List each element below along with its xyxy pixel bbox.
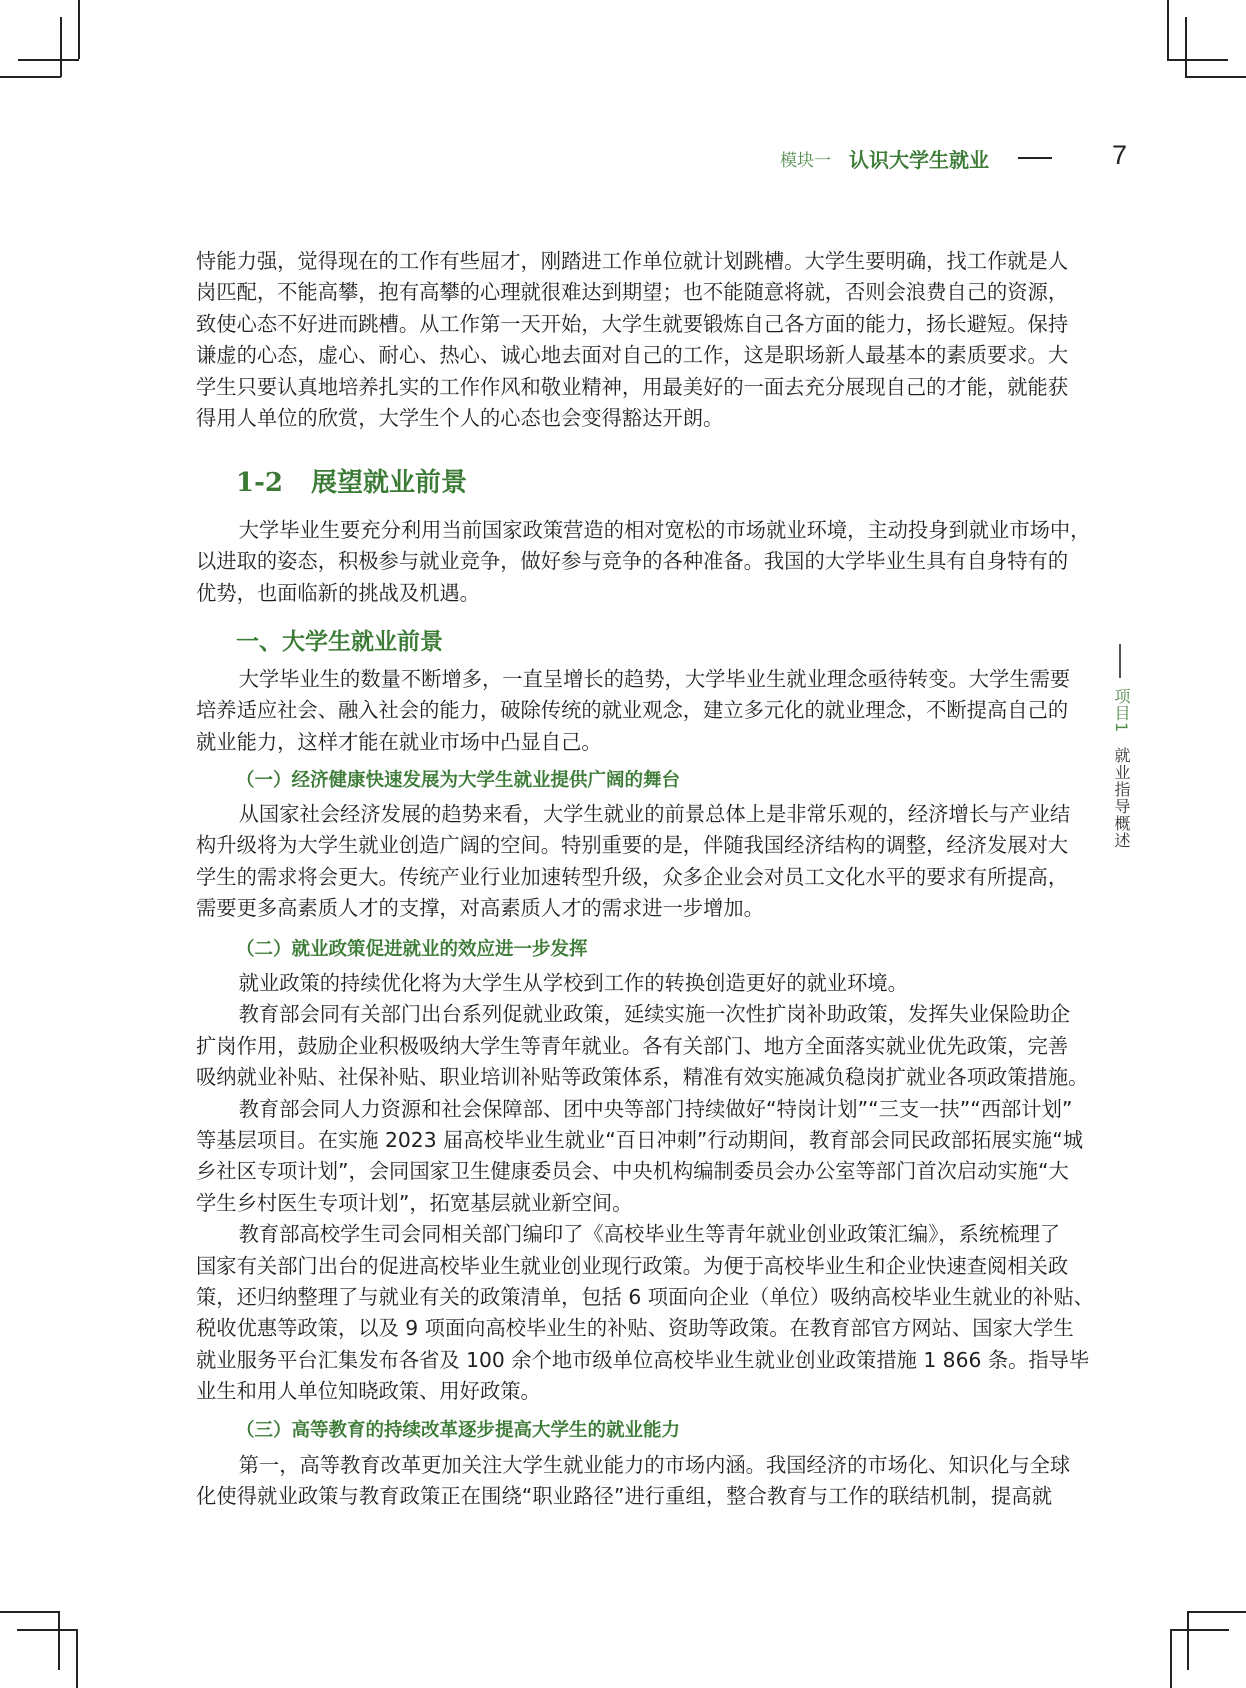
text-line: 吸纳就业补贴、社保补贴、职业培训补贴等政策体系，精准有效实施减负稳岗扩就业各项政策措施。 bbox=[196, 1065, 1089, 1090]
text-line: 以进取的姿态，积极参与就业竞争，做好参与竞争的各种准备。我国的大学毕业生具有自身特有的 bbox=[196, 549, 1069, 574]
text-line: 学生只要认真地培养扎实的工作作风和敬业精神，用最美好的一面去充分展现自己的才能，就能获 bbox=[196, 374, 1069, 399]
text-line: 学生的需求将会更大。传统产业行业加速转型升级，众多企业会对员工文化水平的要求有所提高， bbox=[196, 864, 1069, 889]
crop-mark bbox=[0, 76, 61, 78]
text-line: 国家有关部门出台的促进高校毕业生就业创业现行政策。为便于高校毕业生和企业快速查阅相关政 bbox=[196, 1253, 1069, 1278]
paragraph bbox=[196, 1450, 1071, 1513]
crop-mark bbox=[1187, 1611, 1246, 1613]
crop-mark bbox=[1185, 17, 1187, 77]
paragraph bbox=[196, 664, 1071, 758]
text-line: 就业服务平台汇集发布各省及 100 余个地市级单位高校毕业生就业创业政策措施 1 866 条。指导毕 bbox=[196, 1347, 1090, 1372]
text-line: 第一，高等教育改革更加关注大学生就业能力的市场内涵。我国经济的市场化、知识化与全球 bbox=[238, 1453, 1071, 1477]
paragraph bbox=[196, 515, 1091, 609]
text-line: 乡社区专项计划”，会同国家卫生健康委员会、中央机构编制委员会办公室等部门首次启动实施“大 bbox=[196, 1159, 1069, 1184]
crop-mark bbox=[1167, 0, 1169, 59]
crop-mark bbox=[0, 1611, 59, 1613]
subheading-2: （二）就业政策促进就业的效应进一步发挥 bbox=[236, 939, 588, 960]
side-tab bbox=[1110, 644, 1130, 849]
text-line: 培养适应社会、融入社会的能力，破除传统的就业观念，建立多元化的就业理念，不断提高自己的 bbox=[196, 698, 1069, 723]
module-title: 认识大学生就业 bbox=[849, 147, 989, 172]
section-heading bbox=[236, 462, 467, 499]
header-rule bbox=[1018, 157, 1052, 159]
text-line: 税收优惠等政策，以及 9 项面向高校毕业生的补贴、资助等政策。在教育部官方网站、国家大学生 bbox=[196, 1316, 1074, 1341]
paragraph bbox=[196, 799, 1071, 925]
paragraph bbox=[196, 246, 1069, 434]
text-line: 教育部会同有关部门出台系列促就业政策，延续实施一次性扩岗补助政策，发挥失业保险助企 bbox=[238, 1002, 1071, 1027]
text-line: 致使心态不好进而跳槽。从工作第一天开始，大学生就要锻炼自己各方面的能力，扬长避短。保持 bbox=[196, 311, 1069, 336]
side-tab-rule bbox=[1119, 644, 1121, 678]
crop-mark bbox=[78, 0, 80, 59]
side-tab-topic: 就业指导概述 bbox=[1112, 747, 1131, 850]
text-line: 从国家社会经济发展的趋势来看，大学生就业的前景总体上是非常乐观的，经济增长与产业结 bbox=[238, 802, 1071, 826]
text-line: 构升级将为大学生就业创造广阔的空间。特别重要的是，伴随我国经济结构的调整，经济发展对大 bbox=[196, 833, 1069, 858]
text-line: 就业能力，这样才能在就业市场中凸显自己。 bbox=[196, 729, 602, 754]
text-line: 岗匹配，不能高攀，抱有高攀的心理就很难达到期望；也不能随意将就，否则会浪费自己的资源， bbox=[196, 280, 1069, 305]
paragraph bbox=[196, 1219, 1094, 1407]
text-line: 化使得就业政策与教育政策正在围绕“职业路径”进行重组，整合教育与工作的联结机制，提高就 bbox=[196, 1484, 1052, 1509]
text-line: 谦虚的心态，虚心、耐心、热心、诚心地去面对自己的工作，这是职场新人最基本的素质要求。大 bbox=[196, 343, 1069, 368]
side-tab-project: 项目1 bbox=[1112, 688, 1131, 734]
crop-mark bbox=[60, 17, 62, 77]
page-number: 7 bbox=[1112, 140, 1128, 170]
paragraph bbox=[196, 999, 1089, 1093]
running-header bbox=[780, 144, 989, 172]
text-line: 教育部会同人力资源和社会保障部、团中央等部门持续做好“特岗计划”“三支一扶”“西部计划” bbox=[238, 1096, 1073, 1121]
text-line: 等基层项目。在实施 2023 届高校毕业生就业“百日冲刺”行动期间，教育部会同民政部拓展实施“城 bbox=[196, 1127, 1084, 1152]
text-line: 就业政策的持续优化将为大学生从学校到工作的转换创造更好的就业环境。 bbox=[238, 971, 908, 995]
text-line: 优势，也面临新的挑战及机遇。 bbox=[196, 580, 480, 605]
crop-mark bbox=[76, 1629, 78, 1688]
text-line: 教育部高校学生司会同相关部门编印了《高校毕业生等青年就业创业政策汇编》，系统梳理了 bbox=[238, 1222, 1061, 1247]
crop-mark bbox=[1167, 59, 1228, 61]
text-line: 大学毕业生要充分利用当前国家政策营造的相对宽松的市场就业环境，主动投身到就业市场中， bbox=[238, 518, 1091, 542]
paragraph bbox=[196, 1094, 1084, 1220]
paragraph bbox=[196, 968, 1052, 999]
text-line: 业生和用人单位知晓政策、用好政策。 bbox=[196, 1379, 541, 1404]
crop-mark bbox=[1187, 1611, 1189, 1670]
crop-mark bbox=[18, 59, 79, 61]
crop-mark bbox=[58, 1611, 60, 1670]
text-line: 得用人单位的欣赏，大学生个人的心态也会变得豁达开朗。 bbox=[196, 405, 724, 430]
subheading-1: （一）经济健康快速发展为大学生就业提供广阔的舞台 bbox=[236, 770, 681, 791]
text-line: 大学毕业生的数量不断增多，一直呈增长的趋势，大学毕业生就业理念亟待转变。大学生需要 bbox=[238, 667, 1071, 691]
crop-mark bbox=[17, 1629, 77, 1631]
subheading-3: （三）高等教育的持续改革逐步提高大学生的就业能力 bbox=[236, 1420, 681, 1441]
crop-mark bbox=[1185, 76, 1246, 78]
text-line: 扩岗作用，鼓励企业积极吸纳大学生等青年就业。各有关部门、地方全面落实就业优先政策，完善 bbox=[196, 1033, 1069, 1058]
section-number: 1-2 bbox=[236, 468, 283, 498]
module-label: 模块一 bbox=[780, 150, 831, 171]
crop-mark bbox=[1170, 1629, 1229, 1631]
text-line: 策，还归纳整理了与就业有关的政策清单，包括 6 项面向企业（单位）吸纳高校毕业生就业的补贴、 bbox=[196, 1284, 1094, 1309]
crop-mark bbox=[1170, 1629, 1172, 1688]
subsection-heading: 一、大学生就业前景 bbox=[236, 628, 443, 655]
text-line: 需要更多高素质人才的支撑，对高素质人才的需求进一步增加。 bbox=[196, 896, 764, 921]
text-line: 恃能力强，觉得现在的工作有些屈才，刚踏进工作单位就计划跳槽。大学生要明确，找工作就是人 bbox=[196, 249, 1069, 273]
section-title: 展望就业前景 bbox=[310, 468, 467, 498]
text-line: 学生乡村医生专项计划”，拓宽基层就业新空间。 bbox=[196, 1190, 633, 1215]
